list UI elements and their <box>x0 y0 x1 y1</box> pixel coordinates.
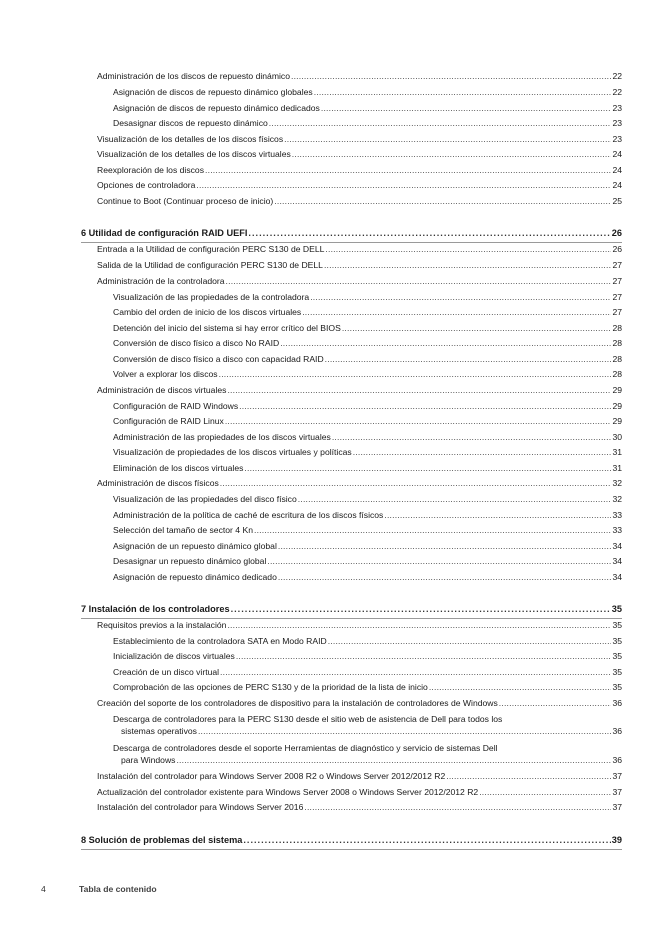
toc-entry[interactable]: Cambio del orden de inicio de los discos virtuales ..... 27 <box>113 307 622 318</box>
toc-entry[interactable]: Requisitos previos a la instalación ..... 35 <box>97 620 622 631</box>
toc-entry[interactable]: Instalación del controlador para Windows Server 2008 R2 o Windows Server 2012/2012 R2 ..... 37 <box>97 771 622 782</box>
toc-entry[interactable]: Creación de un disco virtual ..... 35 <box>113 667 622 678</box>
toc-entry[interactable]: Reexploración de los discos ..... 24 <box>97 165 622 176</box>
toc-entry[interactable]: Asignación de un repuesto dinámico global ..... 34 <box>113 541 622 552</box>
toc-entry[interactable]: Configuración de RAID Linux ..... 29 <box>113 416 622 427</box>
chapter-divider <box>81 242 622 243</box>
toc-entry[interactable]: Volver a explorar los discos ..... 28 <box>113 369 622 380</box>
toc-entry[interactable]: Desasignar un repuesto dinámico global ..... 34 <box>113 556 622 567</box>
toc-entry[interactable]: Asignación de discos de repuesto dinámico dedicados ..... 23 <box>113 103 622 114</box>
toc-entry[interactable]: Detención del inicio del sistema si hay error crítico del BIOS ..... 28 <box>113 323 622 334</box>
toc-entry[interactable]: Configuración de RAID Windows ..... 29 <box>113 401 622 412</box>
toc-entry[interactable]: Visualización de las propiedades de la controladora ..... 27 <box>113 292 622 303</box>
toc-entry-multiline[interactable]: Descarga de controladores para la PERC S130 desde el sitio web de asistencia de Dell para todos los sistemas operativos ..... 36 <box>113 713 622 737</box>
chapter-divider <box>81 849 622 850</box>
toc-entry[interactable]: Opciones de controladora ..... 24 <box>97 180 622 191</box>
toc-entry[interactable]: Administración de los discos de repuesto dinámico ..... 22 <box>97 71 622 82</box>
toc-entry[interactable]: Asignación de repuesto dinámico dedicado ..... 34 <box>113 572 622 583</box>
footer-title: Tabla de contenido <box>79 884 157 894</box>
toc-entry[interactable]: Visualización de los detalles de los discos físicos ..... 23 <box>97 134 622 145</box>
toc-entry[interactable]: Administración de discos físicos ..... 32 <box>97 478 622 489</box>
toc-entry-multiline[interactable]: Descarga de controladores desde el soporte Herramientas de diagnóstico y servicio de sistemas Dell para Windows ..... 36 <box>113 742 622 766</box>
toc-entry[interactable]: Conversión de disco físico a disco No RAID ..... 28 <box>113 338 622 349</box>
toc-entry[interactable]: Establecimiento de la controladora SATA en Modo RAID ..... 35 <box>113 636 622 647</box>
toc-entry[interactable]: Conversión de disco físico a disco con capacidad RAID ..... 28 <box>113 354 622 365</box>
toc-entry[interactable]: Entrada a la Utilidad de configuración PERC S130 de DELL ..... 26 <box>97 244 622 255</box>
toc-chapter[interactable]: 6 Utilidad de configuración RAID UEFI ..... 26 <box>81 228 622 239</box>
toc-chapter[interactable]: 7 Instalación de los controladores ..... 35 <box>81 604 622 615</box>
chapter-divider <box>81 618 622 619</box>
toc-entry[interactable]: Administración de la política de caché de escritura de los discos físicos ..... 33 <box>113 510 622 521</box>
footer-page-number: 4 <box>41 884 46 894</box>
toc-entry[interactable]: Desasignar discos de repuesto dinámico ..... 23 <box>113 118 622 129</box>
toc-entry[interactable]: Visualización de los detalles de los discos virtuales ..... 24 <box>97 149 622 160</box>
toc-entry[interactable]: Comprobación de las opciones de PERC S130 y de la prioridad de la lista de inicio ..... 35 <box>113 682 622 693</box>
toc-entry[interactable]: Visualización de propiedades de los discos virtuales y políticas ..... 31 <box>113 447 622 458</box>
toc-entry[interactable]: Asignación de discos de repuesto dinámico globales ..... 22 <box>113 87 622 98</box>
toc-entry[interactable]: Eliminación de los discos virtuales ..... 31 <box>113 463 622 474</box>
toc-entry[interactable]: Instalación del controlador para Windows Server 2016 ..... 37 <box>97 802 622 813</box>
toc-entry[interactable]: Salida de la Utilidad de configuración PERC S130 de DELL ..... 27 <box>97 260 622 271</box>
toc-chapter[interactable]: 8 Solución de problemas del sistema ..... 39 <box>81 835 622 846</box>
toc-entry[interactable]: Creación del soporte de los controladores de dispositivo para la instalación de controladores de Windows ..... 36 <box>97 698 622 709</box>
toc-entry[interactable]: Visualización de las propiedades del disco físico ..... 32 <box>113 494 622 505</box>
toc-entry[interactable]: Administración de las propiedades de los discos virtuales ..... 30 <box>113 432 622 443</box>
toc-entry[interactable]: Continue to Boot (Continuar proceso de inicio) ..... 25 <box>97 196 622 207</box>
toc-entry[interactable]: Administración de discos virtuales ..... 29 <box>97 385 622 396</box>
toc-entry[interactable]: Administración de la controladora ..... 27 <box>97 276 622 287</box>
toc-entry[interactable]: Inicialización de discos virtuales ..... 35 <box>113 651 622 662</box>
toc-entry[interactable]: Selección del tamaño de sector 4 Kn ..... 33 <box>113 525 622 536</box>
toc-entry[interactable]: Actualización del controlador existente para Windows Server 2008 o Windows Server 2012/2012 R2 ..... 37 <box>97 787 622 798</box>
